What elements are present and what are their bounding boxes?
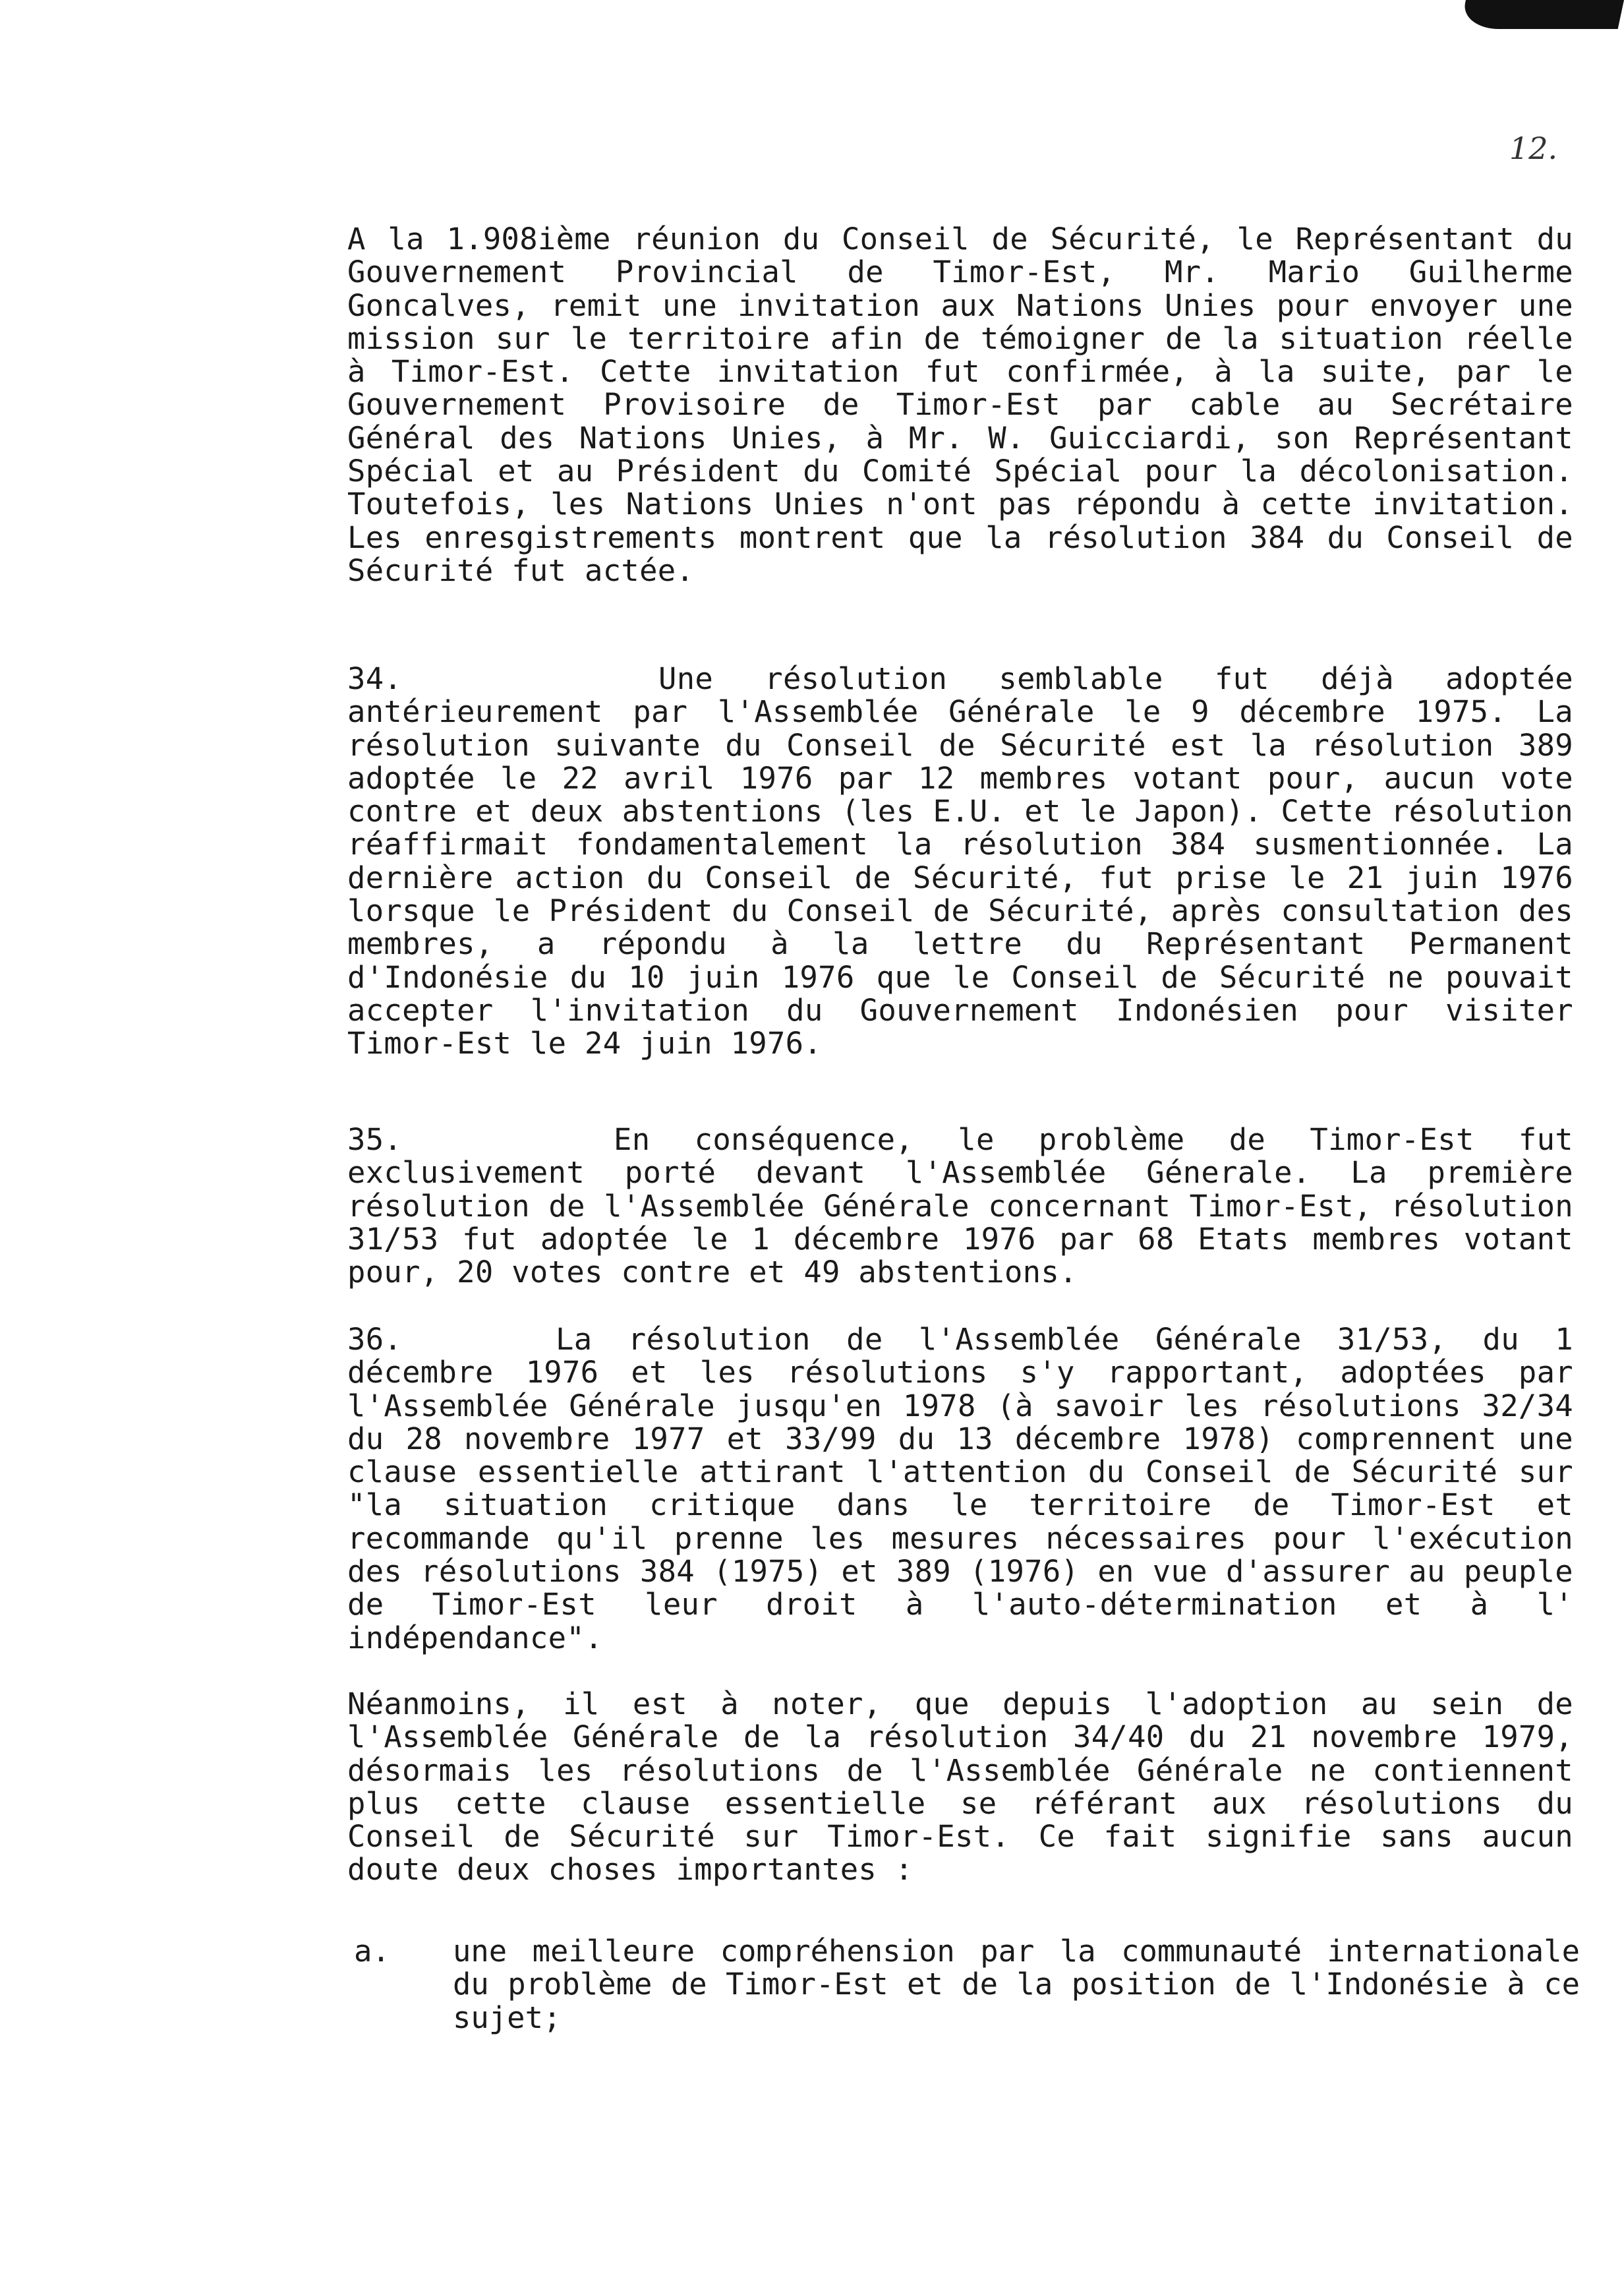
paragraph-number: 36. (347, 1322, 403, 1357)
page-number: 12. (1509, 131, 1558, 166)
paragraph-36-text: La résolution de l'Assemblée Générale 31/53, du 1 décembre 1976 et les résolutions s'y rapportant, adoptées par l'Assemblée Générale jusqu'en 1978 (à savoir les résolutions 32/34 du 28 novembre 1977 et 33/99 du 13 décembre 1978) comprennent une clause essentielle attirant l'attention du Conseil de Sécurité sur "la situation critique dans le territoire de Timor-Est et recommande qu'il prenne les mesures nécessaires pour l'exécution des résolutions 384 (1975) et 389 (1976) en vue d'assurer au peuple de Timor-Est leur droit à l'auto-détermination et à l' indépendance". (347, 1322, 1573, 1655)
list-item (354, 1935, 1580, 2035)
paragraph-intro-text: A la 1.908ième réunion du Conseil de Sécurité, le Représentant du Gouvernement Provincial de Timor-Est, Mr. Mario Guilherme Goncalves, remit une invitation aux Nations Unies pour envoyer une mission sur le territoire afin de témoigner de la situation réelle à Timor-Est. Cette invitation fut confirmée, à la suite, par le Gouvernement Provisoire de Timor-Est par cable au Secrétaire Général des Nations Unies, à Mr. W. Guicciardi, son Représentant Spécial et au Président du Comité Spécial pour la décolonisation. Toutefois, les Nations Unies n'ont pas répondu à cette invitation. Les enresgistrements montrent que la résolution 384 du Conseil de Sécurité fut actée. (347, 222, 1573, 588)
paragraph-36-continued (347, 1688, 1573, 1887)
list-item-text: une meilleure compréhension par la communauté internationale du problème de Timor-Est et de la position de l'Indonésie à ce sujet; (453, 1934, 1580, 2035)
paragraph-36-continued-text: Néanmoins, il est à noter, que depuis l'adoption au sein de l'Assemblée Générale de la résolution 34/40 du 21 novembre 1979, désormais les résolutions de l'Assemblée Générale ne contiennent plus cette clause essentielle se référant aux résolutions du Conseil de Sécurité sur Timor-Est. Ce fait signifie sans aucun doute deux choses importantes : (347, 1686, 1573, 1888)
list-marker: a. (354, 1934, 390, 1969)
paragraph-35-text: En conséquence, le problème de Timor-Est fut exclusivement porté devant l'Assemblée Génerale. La première résolution de l'Assemblée Générale concernant Timor-Est, résolution 31/53 fut adoptée le 1 décembre 1976 par 68 Etats membres votant pour, 20 votes contre et 49 abstentions. (347, 1122, 1573, 1290)
paragraph-34-text: Une résolution semblable fut déjà adoptée antérieurement par l'Assemblée Générale le 9 décembre 1975. La résolution suivante du Conseil de Sécurité est la résolution 389 adoptée le 22 avril 1976 par 12 membres votant pour, aucun vote contre et deux abstentions (les E.U. et le Japon). Cette résolution réaffirmait fondamentalement la résolution 384 susmentionnée. La dernière action du Conseil de Sécurité, fut prise le 21 juin 1976 lorsque le Président du Conseil de Sécurité, après consultation des membres, a répondu à la lettre du Représentant Permanent d'Indonésie du 10 juin 1976 que le Conseil de Sécurité ne pouvait accepter l'invitation du Gouvernement Indonésien pour visiter Timor-Est le 24 juin 1976. (347, 661, 1573, 1061)
paragraph-number: 34. (347, 661, 403, 696)
paragraph-intro (347, 223, 1573, 587)
paragraph-36 (347, 1323, 1573, 1655)
scan-corner-mark (1460, 0, 1624, 29)
paragraph-35 (347, 1123, 1573, 1289)
paragraph-number: 35. (347, 1122, 403, 1157)
paragraph-34 (347, 663, 1573, 1061)
